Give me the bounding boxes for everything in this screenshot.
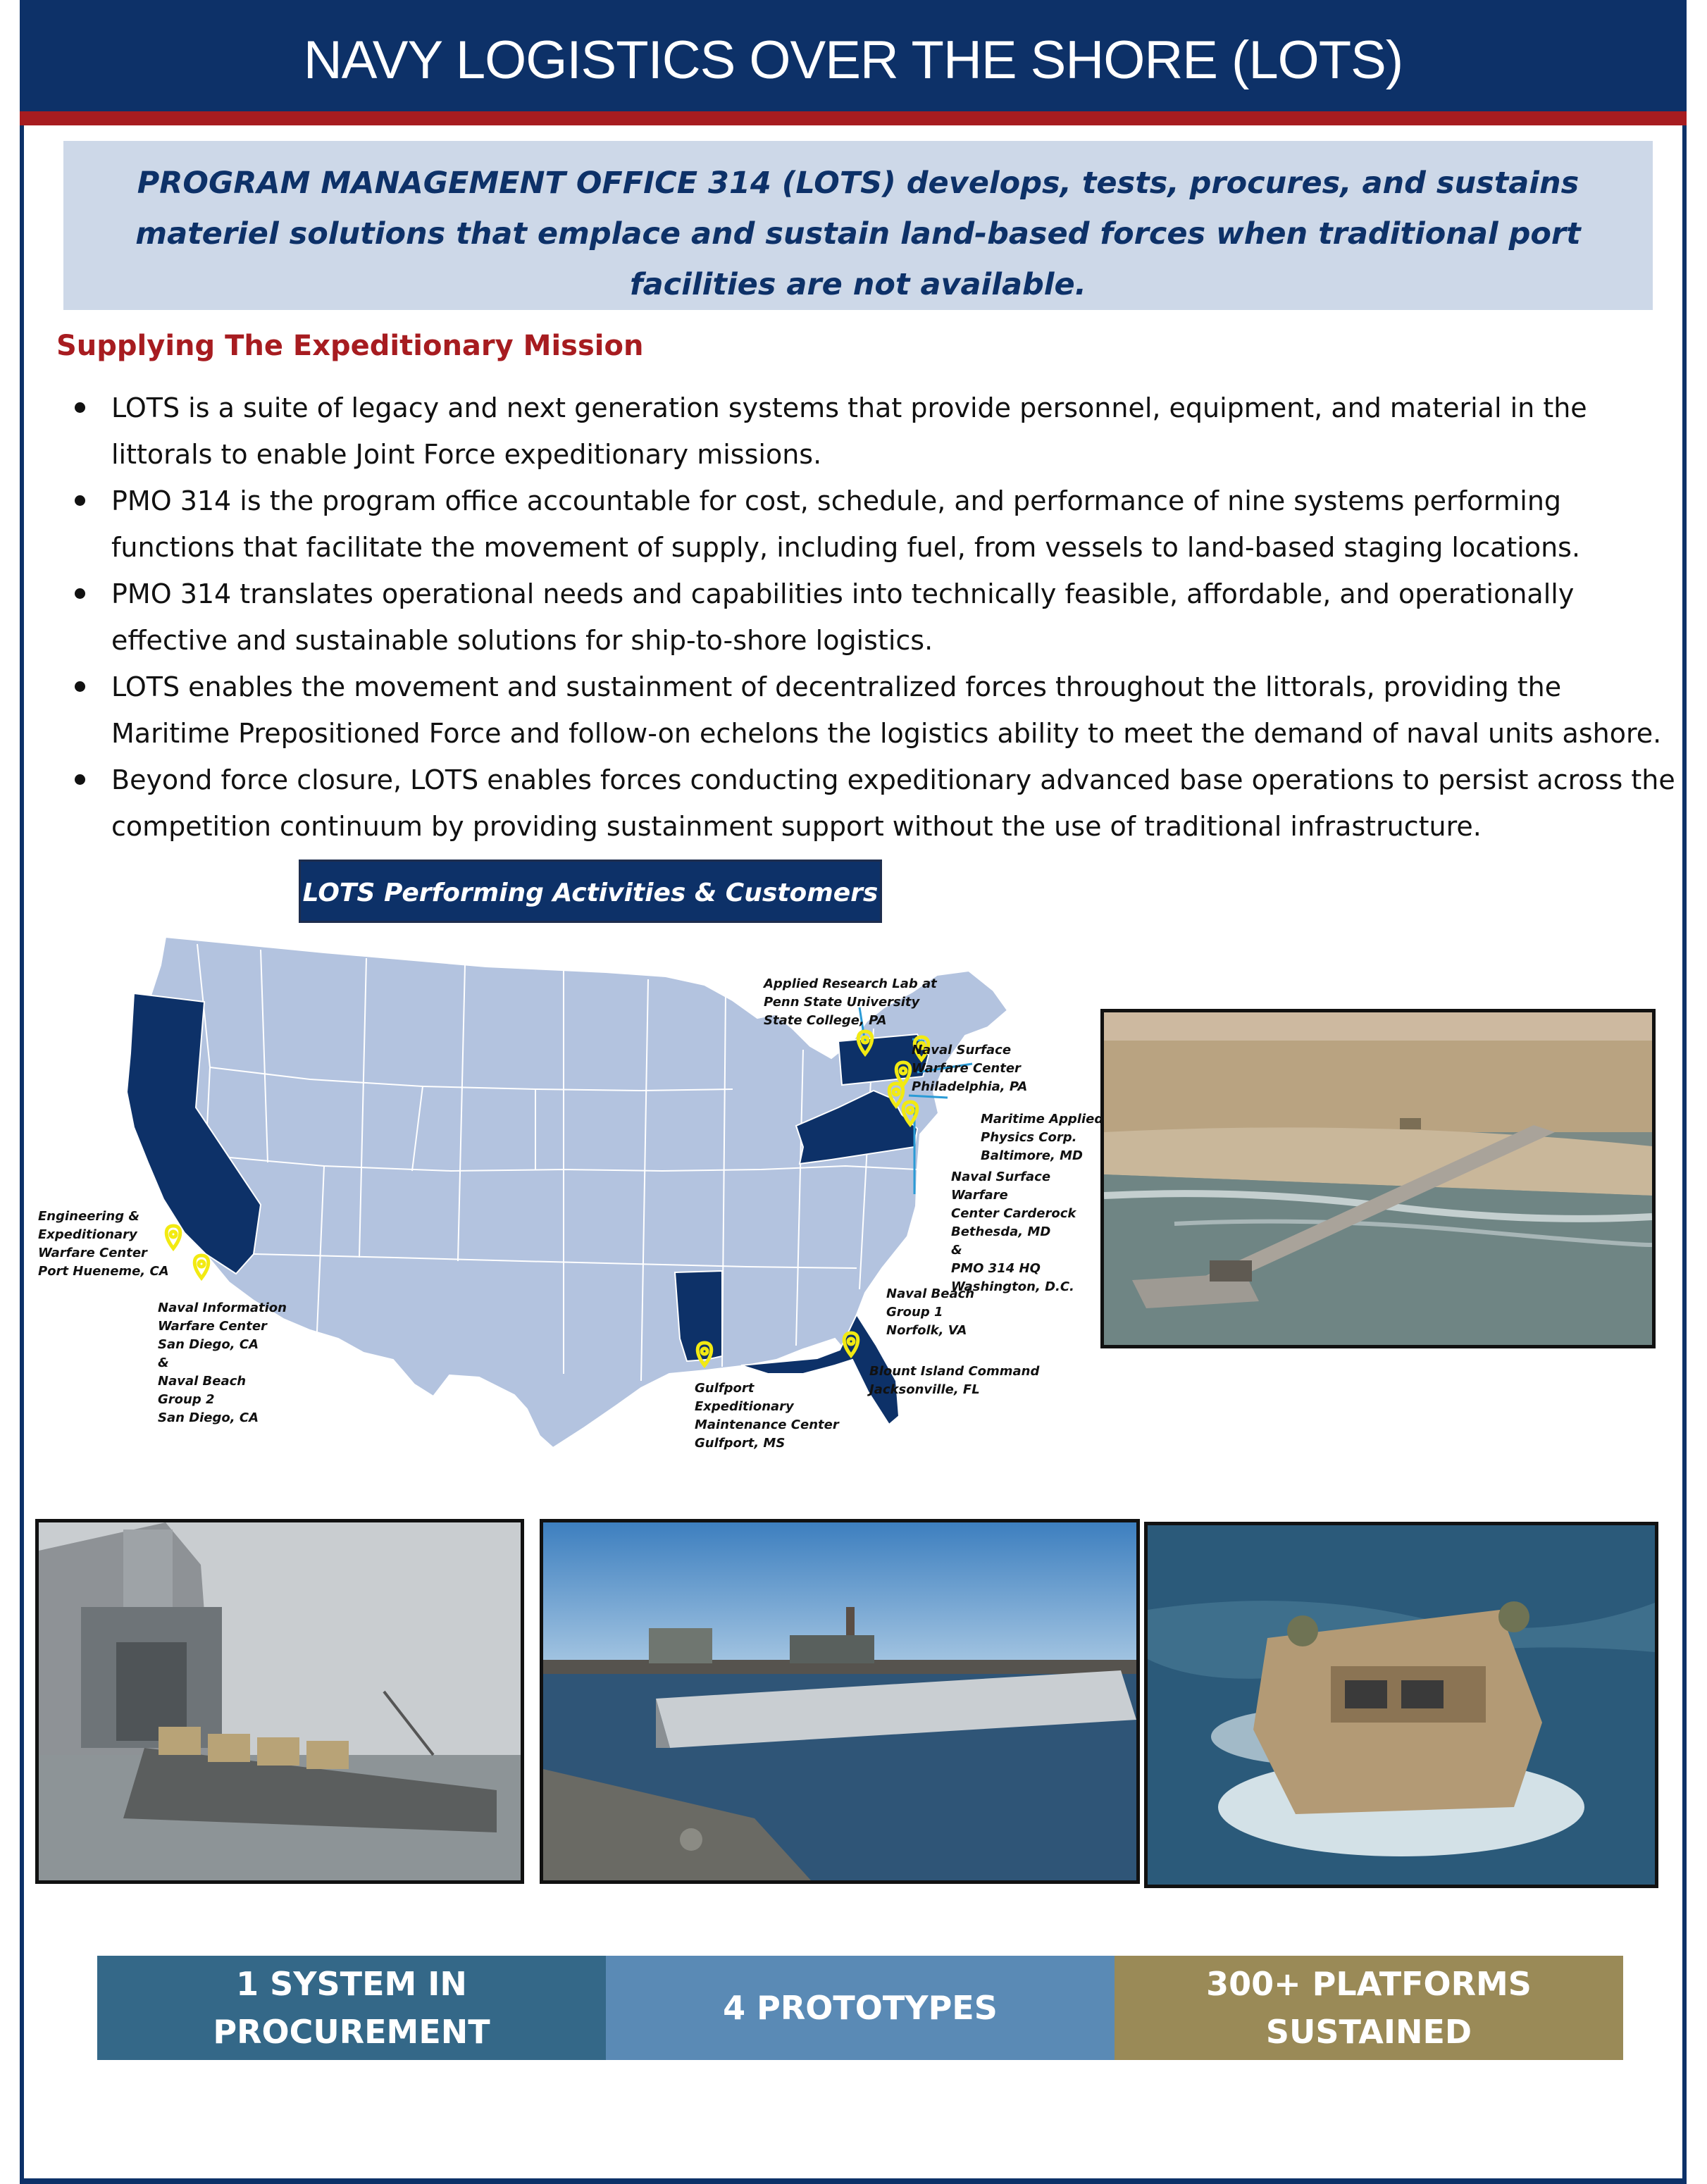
us-map bbox=[28, 923, 1106, 1487]
photo-causeway-pier bbox=[1100, 1009, 1656, 1348]
amphibious-vehicle-image bbox=[1148, 1525, 1655, 1885]
header-accent-stripe bbox=[20, 111, 1687, 125]
bullet-item: PMO 314 is the program office accountable for cost, schedule, and performance of nine systems performing functions that facilitate the movement of supply, including fuel, from vessels to land-based staging locations. bbox=[70, 478, 1684, 571]
map-banner: LOTS Performing Activities & Customers bbox=[299, 860, 882, 923]
location-label-baltimore: Maritime Applied Physics Corp. Baltimore, MD bbox=[981, 1112, 1104, 1163]
stat-block-procurement bbox=[97, 1956, 606, 2060]
bullet-item: LOTS is a suite of legacy and next generation systems that provide personnel, equipment, and material in the littorals to enable Joint Force expeditionary missions. bbox=[70, 385, 1684, 478]
stat-block-platforms bbox=[1115, 1956, 1623, 2060]
ship-vehicles-image bbox=[39, 1522, 521, 1880]
location-label-san-diego: Naval Information Warfare Center San Diego, CA & Naval Beach Group 2 San Diego, CA bbox=[158, 1301, 287, 1425]
location-label-port-hueneme: Engineering & Expeditionary Warfare Center Port Hueneme, CA bbox=[38, 1209, 169, 1279]
bullet-list bbox=[70, 385, 1684, 850]
harbor-causeway-image bbox=[543, 1522, 1136, 1880]
causeway-pier-image bbox=[1104, 1012, 1652, 1345]
location-label-penn-state: Applied Research Lab at Penn State University State College, PA bbox=[764, 976, 937, 1028]
section-heading: Supplying The Expeditionary Mission bbox=[56, 330, 644, 362]
location-label-jacksonville: Blount Island Command Jacksonville, FL bbox=[869, 1364, 1040, 1397]
location-label-carderock: Naval Surface Warfare Center Carderock Bethesda, MD & PMO 314 HQ Washington, D.C. bbox=[951, 1169, 1076, 1294]
stat-block-prototypes bbox=[606, 1956, 1115, 2060]
location-label-norfolk: Naval Beach Group 1 Norfolk, VA bbox=[886, 1286, 975, 1338]
stat-label: 4 PROTOTYPES bbox=[723, 1989, 998, 2027]
photo-amphibious-vehicle bbox=[1144, 1522, 1658, 1888]
map-pin-icon bbox=[194, 1255, 209, 1278]
photo-ship-vehicles bbox=[35, 1519, 524, 1884]
bullet-item: PMO 314 translates operational needs and capabilities into technically feasible, affordable, and operationally effective and sustainable solutions for ship-to-shore logistics. bbox=[70, 571, 1684, 664]
location-label-philadelphia: Naval Surface Warfare Center Philadelphia, PA bbox=[912, 1043, 1028, 1094]
stat-label: 1 SYSTEM IN PROCUREMENT bbox=[213, 1965, 490, 2051]
mission-statement: PROGRAM MANAGEMENT OFFICE 314 (LOTS) develops, tests, procures, and sustains materiel solutions that emplace and sustain land-based forces when traditional port facilities are not available. bbox=[63, 141, 1653, 310]
stat-label: 300+ PLATFORMS SUSTAINED bbox=[1206, 1965, 1532, 2051]
photo-harbor-causeway bbox=[540, 1519, 1140, 1884]
bullet-item: LOTS enables the movement and sustainment of decentralized forces throughout the littorals, providing the Maritime Prepositioned Force and follow-on echelons the logistics ability to meet the demand of naval units ashore. bbox=[70, 664, 1684, 757]
bullet-item: Beyond force closure, LOTS enables forces conducting expeditionary advanced base operations to persist across the competition continuum by providing sustainment support without the use of traditional infrastructure. bbox=[70, 757, 1684, 850]
location-label-gulfport: Gulfport Expeditionary Maintenance Center Gulfport, MS bbox=[695, 1381, 839, 1451]
page-title: NAVY LOGISTICS OVER THE SHORE (LOTS) bbox=[303, 30, 1403, 90]
